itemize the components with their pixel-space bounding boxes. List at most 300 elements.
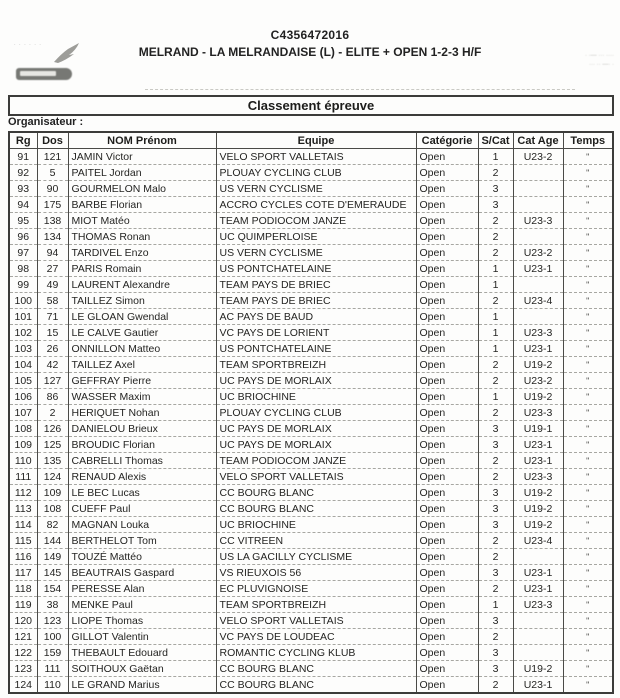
cell-scat: 1 [478,325,513,341]
cell-scat: 3 [478,645,513,661]
cell-name: GOURMELON Malo [68,181,216,197]
table-row [9,213,613,229]
cell-team: EC PLUVIGNOISE [216,581,416,597]
cell-team: US PONTCHATELAINE [216,261,416,277]
cell-category: Open [416,597,478,613]
cell-category: Open [416,549,478,565]
table-row [9,309,613,325]
table-row [9,341,613,357]
cell-bib: 111 [37,661,68,677]
cell-rank: 111 [9,469,37,485]
cell-time: " [563,421,613,437]
cell-rank: 102 [9,325,37,341]
cell-catage: U23-1 [513,677,563,694]
cell-team: TEAM PODIOCOM JANZE [216,453,416,469]
cell-category: Open [416,677,478,694]
table-row [9,389,613,405]
cell-category: Open [416,277,478,293]
cell-scat: 3 [478,437,513,453]
cell-scat: 3 [478,421,513,437]
cell-bib: 149 [37,549,68,565]
cell-time: " [563,661,613,677]
cell-bib: 127 [37,373,68,389]
table-row [9,485,613,501]
cell-bib: 125 [37,437,68,453]
cell-catage [513,549,563,565]
cell-name: THEBAULT Edouard [68,645,216,661]
cell-catage: U23-1 [513,261,563,277]
cell-rank: 115 [9,533,37,549]
cell-catage: U23-1 [513,453,563,469]
cell-category: Open [416,565,478,581]
cell-name: LE BEC Lucas [68,485,216,501]
cell-team: PLOUAY CYCLING CLUB [216,165,416,181]
table-row [9,437,613,453]
cell-team: VS RIEUXOIS 56 [216,565,416,581]
cell-team: CC BOURG BLANC [216,485,416,501]
cell-category: Open [416,405,478,421]
cell-time: " [563,437,613,453]
cell-category: Open [416,373,478,389]
cell-category: Open [416,437,478,453]
cell-category: Open [416,645,478,661]
cell-category: Open [416,533,478,549]
cell-rank: 116 [9,549,37,565]
cell-team: UC BRIOCHINE [216,389,416,405]
cell-bib: 134 [37,229,68,245]
cell-name: TARDIVEL Enzo [68,245,216,261]
cell-team: US VERN CYCLISME [216,181,416,197]
cell-catage [513,629,563,645]
cell-scat: 2 [478,453,513,469]
cell-scat: 2 [478,357,513,373]
cell-scat: 2 [478,469,513,485]
cell-rank: 99 [9,277,37,293]
header-scat: S/Cat [478,132,513,149]
cell-catage: U23-1 [513,565,563,581]
table-row [9,453,613,469]
cell-bib: 145 [37,565,68,581]
cell-time: " [563,453,613,469]
cell-category: Open [416,213,478,229]
cell-scat: 3 [478,565,513,581]
cell-bib: 71 [37,309,68,325]
cell-time: " [563,501,613,517]
cell-team: VC PAYS DE LOUDEAC [216,629,416,645]
cell-time: " [563,405,613,421]
cell-scat: 1 [478,597,513,613]
cell-rank: 120 [9,613,37,629]
cell-scat: 3 [478,181,513,197]
cell-bib: 100 [37,629,68,645]
cell-team: VELO SPORT VALLETAIS [216,613,416,629]
cell-time: " [563,581,613,597]
cell-catage: U23-1 [513,341,563,357]
cell-time: " [563,149,613,165]
cell-catage: U19-2 [513,661,563,677]
cell-time: " [563,549,613,565]
cell-bib: 124 [37,469,68,485]
table-row [9,597,613,613]
cell-bib: 135 [37,453,68,469]
cell-category: Open [416,389,478,405]
table-row [9,149,613,165]
cell-time: " [563,677,613,694]
cell-time: " [563,197,613,213]
cell-team: TEAM PODIOCOM JANZE [216,213,416,229]
cell-scat: 1 [478,149,513,165]
cell-bib: 121 [37,149,68,165]
cell-scat: 1 [478,389,513,405]
cell-name: BEAUTRAIS Gaspard [68,565,216,581]
cell-scat: 2 [478,533,513,549]
event-title: MELRAND - LA MELRANDAISE (L) - ELITE + OPEN 1-2-3 H/F [138,45,482,59]
cell-bib: 154 [37,581,68,597]
cell-name: WASSER Maxim [68,389,216,405]
cell-team: TEAM PAYS DE BRIEC [216,293,416,309]
table-row [9,645,613,661]
cell-name: CUEFF Paul [68,501,216,517]
cell-catage: U23-3 [513,213,563,229]
cell-bib: 58 [37,293,68,309]
cell-catage: U19-1 [513,421,563,437]
cell-catage: U19-2 [513,485,563,501]
cell-category: Open [416,485,478,501]
header-category: Catégorie [416,132,478,149]
cell-catage: U23-4 [513,293,563,309]
cell-catage [513,181,563,197]
cell-bib: 138 [37,213,68,229]
results-table-body [9,149,613,694]
cell-catage [513,165,563,181]
cell-category: Open [416,357,478,373]
cell-bib: 15 [37,325,68,341]
table-row [9,293,613,309]
cell-category: Open [416,261,478,277]
cell-rank: 118 [9,581,37,597]
cell-rank: 112 [9,485,37,501]
results-table [8,131,614,694]
cell-rank: 114 [9,517,37,533]
cell-time: " [563,629,613,645]
cell-category: Open [416,229,478,245]
cell-bib: 5 [37,165,68,181]
cell-rank: 94 [9,197,37,213]
cell-time: " [563,309,613,325]
cell-name: BROUDIC Florian [68,437,216,453]
cell-category: Open [416,293,478,309]
cell-team: TEAM PAYS DE BRIEC [216,277,416,293]
cell-category: Open [416,613,478,629]
cell-scat: 2 [478,165,513,181]
cell-scat: 2 [478,373,513,389]
header-rank: Rg [9,132,37,149]
cell-name: LE GLOAN Gwendal [68,309,216,325]
cell-catage: U19-2 [513,517,563,533]
cell-rank: 101 [9,309,37,325]
cell-rank: 119 [9,597,37,613]
cell-bib: 86 [37,389,68,405]
cell-name: HERIQUET Nohan [68,405,216,421]
cell-rank: 108 [9,421,37,437]
section-title: Classement épreuve [247,98,375,113]
table-row [9,517,613,533]
cell-rank: 121 [9,629,37,645]
cell-rank: 92 [9,165,37,181]
cell-name: LIOPE Thomas [68,613,216,629]
logo-caption-text: · · · · · · [14,42,42,48]
table-row [9,565,613,581]
cell-rank: 106 [9,389,37,405]
table-row [9,677,613,694]
cell-team: VELO SPORT VALLETAIS [216,469,416,485]
document-header [0,28,620,59]
cell-bib: 2 [37,405,68,421]
table-row [9,629,613,645]
cell-scat: 3 [478,485,513,501]
cell-rank: 124 [9,677,37,694]
print-note-line1: · ·— ··· ···· [585,53,614,59]
cell-scat: 1 [478,277,513,293]
cell-team: UC PAYS DE MORLAIX [216,437,416,453]
table-row [9,277,613,293]
cell-rank: 103 [9,341,37,357]
cell-team: ROMANTIC CYCLING KLUB [216,645,416,661]
cell-rank: 109 [9,437,37,453]
cell-catage: U23-3 [513,405,563,421]
cell-name: GILLOT Valentin [68,629,216,645]
cell-catage [513,277,563,293]
header-team: Equipe [216,132,416,149]
table-row [9,181,613,197]
cell-bib: 144 [37,533,68,549]
table-row [9,245,613,261]
table-row [9,197,613,213]
cell-scat: 1 [478,261,513,277]
cell-catage: U23-2 [513,245,563,261]
cell-bib: 90 [37,181,68,197]
cell-team: UC PAYS DE MORLAIX [216,373,416,389]
cell-category: Open [416,453,478,469]
cell-bib: 26 [37,341,68,357]
table-row [9,501,613,517]
cell-scat: 2 [478,629,513,645]
cell-catage [513,197,563,213]
logo-wordmark-text-smudge [20,71,56,76]
cell-name: LE CALVE Gautier [68,325,216,341]
cell-name: THOMAS Ronan [68,229,216,245]
table-row [9,229,613,245]
cell-team: AC PAYS DE BAUD [216,309,416,325]
scan-artifact-line [145,89,575,91]
cell-catage: U19-2 [513,389,563,405]
cell-time: " [563,597,613,613]
cell-name: BARBE Florian [68,197,216,213]
cell-catage [513,645,563,661]
cell-scat: 3 [478,661,513,677]
cell-team: TEAM SPORTBREIZH [216,357,416,373]
cell-rank: 97 [9,245,37,261]
table-row [9,533,613,549]
cell-time: " [563,293,613,309]
cell-category: Open [416,325,478,341]
cell-name: MENKE Paul [68,597,216,613]
cell-team: US VERN CYCLISME [216,245,416,261]
cell-category: Open [416,469,478,485]
cell-catage: U23-3 [513,597,563,613]
header-bib: Dos [37,132,68,149]
cell-category: Open [416,181,478,197]
cell-bib: 38 [37,597,68,613]
table-row [9,549,613,565]
cell-category: Open [416,341,478,357]
cell-name: JAMIN Victor [68,149,216,165]
cell-category: Open [416,245,478,261]
cell-catage: U23-2 [513,373,563,389]
cell-category: Open [416,149,478,165]
cell-rank: 96 [9,229,37,245]
cell-scat: 3 [478,501,513,517]
cell-rank: 123 [9,661,37,677]
cell-rank: 122 [9,645,37,661]
organizer-label: Organisateur : [8,116,84,128]
cell-time: " [563,261,613,277]
cell-rank: 93 [9,181,37,197]
cell-team: UC PAYS DE MORLAIX [216,421,416,437]
cell-rank: 107 [9,405,37,421]
cell-time: " [563,565,613,581]
cell-catage [513,229,563,245]
header-time: Temps [563,132,613,149]
cell-team: PLOUAY CYCLING CLUB [216,405,416,421]
cell-bib: 94 [37,245,68,261]
table-row [9,405,613,421]
cell-catage [513,613,563,629]
cell-rank: 117 [9,565,37,581]
cell-rank: 100 [9,293,37,309]
cell-scat: 2 [478,581,513,597]
cell-rank: 105 [9,373,37,389]
cell-bib: 175 [37,197,68,213]
table-row [9,581,613,597]
cell-team: US PONTCHATELAINE [216,341,416,357]
cell-catage: U19-2 [513,357,563,373]
table-row [9,165,613,181]
cell-time: " [563,325,613,341]
cell-name: RENAUD Alexis [68,469,216,485]
cell-scat: 2 [478,229,513,245]
cell-bib: 109 [37,485,68,501]
cell-catage: U23-1 [513,437,563,453]
cell-category: Open [416,629,478,645]
cell-bib: 42 [37,357,68,373]
cell-scat: 2 [478,405,513,421]
cell-bib: 108 [37,501,68,517]
cell-time: " [563,213,613,229]
cell-name: PARIS Romain [68,261,216,277]
cell-rank: 113 [9,501,37,517]
cell-time: " [563,245,613,261]
cell-name: ONNILLON Matteo [68,341,216,357]
table-row [9,613,613,629]
cell-name: GEFFRAY Pierre [68,373,216,389]
cell-category: Open [416,421,478,437]
cell-name: CABRELLI Thomas [68,453,216,469]
logo-wordmark-pill [16,68,72,80]
table-row [9,661,613,677]
cell-team: CC VITREEN [216,533,416,549]
cell-scat: 1 [478,341,513,357]
table-row [9,373,613,389]
table-row [9,469,613,485]
cell-team: ACCRO CYCLES COTE D'EMERAUDE [216,197,416,213]
cell-name: BERTHELOT Tom [68,533,216,549]
cell-catage: U23-2 [513,149,563,165]
cell-category: Open [416,501,478,517]
cell-scat: 2 [478,213,513,229]
cell-team: UC QUIMPERLOISE [216,229,416,245]
cell-time: " [563,373,613,389]
cell-name: TOUZÉ Mattéo [68,549,216,565]
cell-time: " [563,181,613,197]
cell-rank: 110 [9,453,37,469]
cell-scat: 3 [478,197,513,213]
cell-time: " [563,645,613,661]
cell-name: PERESSE Alan [68,581,216,597]
cell-time: " [563,517,613,533]
cell-time: " [563,485,613,501]
cell-time: " [563,341,613,357]
cell-time: " [563,165,613,181]
table-header-row [9,132,613,149]
header-catage: Cat Age [513,132,563,149]
cell-team: TEAM SPORTBREIZH [216,597,416,613]
table-row [9,421,613,437]
cell-bib: 126 [37,421,68,437]
cell-catage: U19-2 [513,501,563,517]
header-name: NOM Prénom [68,132,216,149]
cell-time: " [563,277,613,293]
cell-time: " [563,533,613,549]
cell-team: CC BOURG BLANC [216,677,416,694]
cell-time: " [563,469,613,485]
cell-team: UC BRIOCHINE [216,517,416,533]
cell-name: DANIELOU Brieux [68,421,216,437]
cell-name: MIOT Matéo [68,213,216,229]
table-row [9,261,613,277]
cell-bib: 110 [37,677,68,694]
cell-time: " [563,613,613,629]
cell-bib: 27 [37,261,68,277]
cell-scat: 2 [478,677,513,694]
cell-time: " [563,357,613,373]
cell-team: VELO SPORT VALLETAIS [216,149,416,165]
cell-team: CC BOURG BLANC [216,501,416,517]
cell-category: Open [416,661,478,677]
cell-name: TAILLEZ Simon [68,293,216,309]
cell-bib: 49 [37,277,68,293]
event-code: C4356472016 [270,28,350,42]
cell-category: Open [416,197,478,213]
cell-name: LAURENT Alexandre [68,277,216,293]
cell-category: Open [416,581,478,597]
cell-bib: 159 [37,645,68,661]
cell-team: VC PAYS DE LORIENT [216,325,416,341]
cell-rank: 104 [9,357,37,373]
cell-time: " [563,389,613,405]
cell-category: Open [416,517,478,533]
cell-scat: 2 [478,245,513,261]
